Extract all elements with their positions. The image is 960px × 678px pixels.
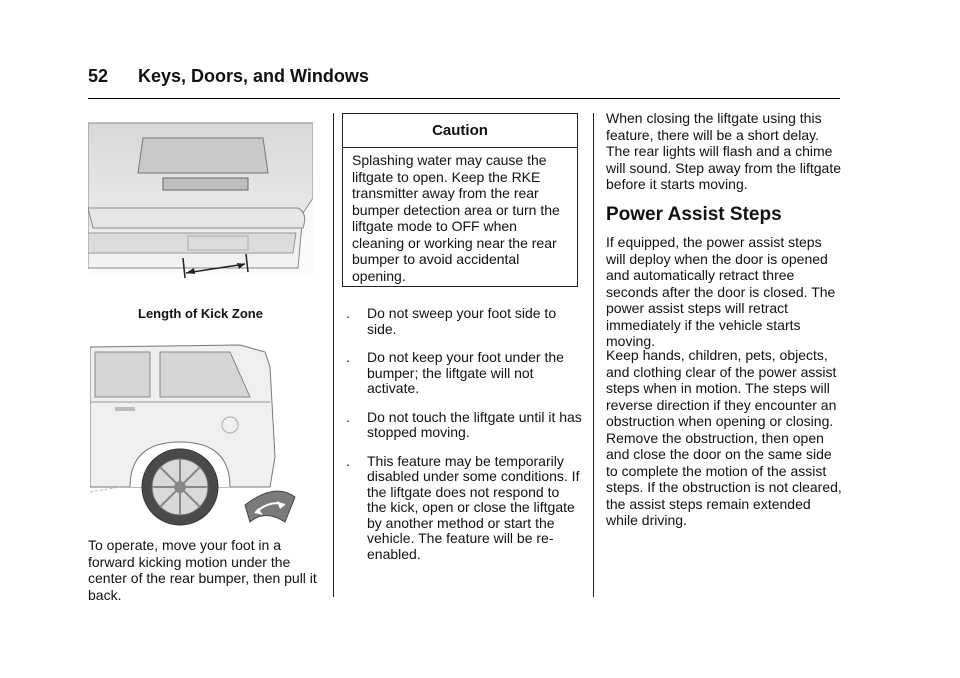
caution-divider <box>343 147 577 148</box>
list-item <box>342 306 582 337</box>
list-item <box>342 454 582 563</box>
bullet-marker: . <box>346 408 350 425</box>
caution-text: Splashing water may cause the liftgate to open. Keep the RKE transmitter away from the rear bumper detection area or turn the liftgate mode to OFF when cleaning or working near the rear bumper to avoid accidental opening. <box>352 152 560 284</box>
bullet-marker: . <box>346 305 350 321</box>
rear-bumper-kick-zone-illustration <box>88 118 313 283</box>
section-title: Power Assist Steps <box>606 204 782 225</box>
kick-tips-list <box>342 306 582 575</box>
page-header <box>88 66 840 96</box>
column-divider <box>333 113 334 597</box>
list-item-text: This feature may be temporarily disabled under some conditions. If the liftgate does not respond to the kick, open or close the liftgate by another method or start the vehicle. The feature will be re-enabled. <box>367 452 580 562</box>
list-item-text: Do not touch the liftgate until it has stopped moving. <box>367 408 582 440</box>
operation-instruction: To operate, move your foot in a forward kicking motion under the center of the rear bumper, then pull it back. <box>88 537 317 603</box>
caution-title: Caution <box>432 122 488 139</box>
figure-caption: Length of Kick Zone <box>138 306 263 321</box>
vehicle-side-kick-motion-illustration <box>90 337 310 527</box>
bullet-marker: . <box>346 452 350 469</box>
assist-steps-safety-paragraph: Keep hands, children, pets, objects, and clothing clear of the power assist steps when in motion. The steps will reverse direction if they encounter an obstruction when opening or closing. Remove the obstruction, then open and close the door on the same side to complete the motion of the assist steps. If the obstruction is not cleared, the assist steps remain extended while driving. <box>606 347 842 528</box>
caution-box <box>342 113 578 287</box>
column-divider <box>593 113 594 597</box>
chapter-title: Keys, Doors, and Windows <box>138 66 369 86</box>
header-rule <box>88 98 840 99</box>
assist-steps-paragraph: If equipped, the power assist steps will deploy when the door is opened and automatically retract three seconds after the door is closed. The power assist steps will retract immediately if the vehicle starts moving. <box>606 234 836 349</box>
list-item <box>342 410 582 441</box>
liftgate-closing-paragraph: When closing the liftgate using this feature, there will be a short delay. The rear lights will flash and a chime will sound. Step away from the liftgate before it starts moving. <box>606 110 842 192</box>
list-item <box>342 350 582 397</box>
list-item-text: Do not sweep your foot side to side. <box>367 305 557 337</box>
bullet-marker: . <box>346 349 350 365</box>
page-number: 52 <box>88 66 109 86</box>
list-item-text: Do not keep your foot under the bumper; the liftgate will not activate. <box>367 349 564 396</box>
